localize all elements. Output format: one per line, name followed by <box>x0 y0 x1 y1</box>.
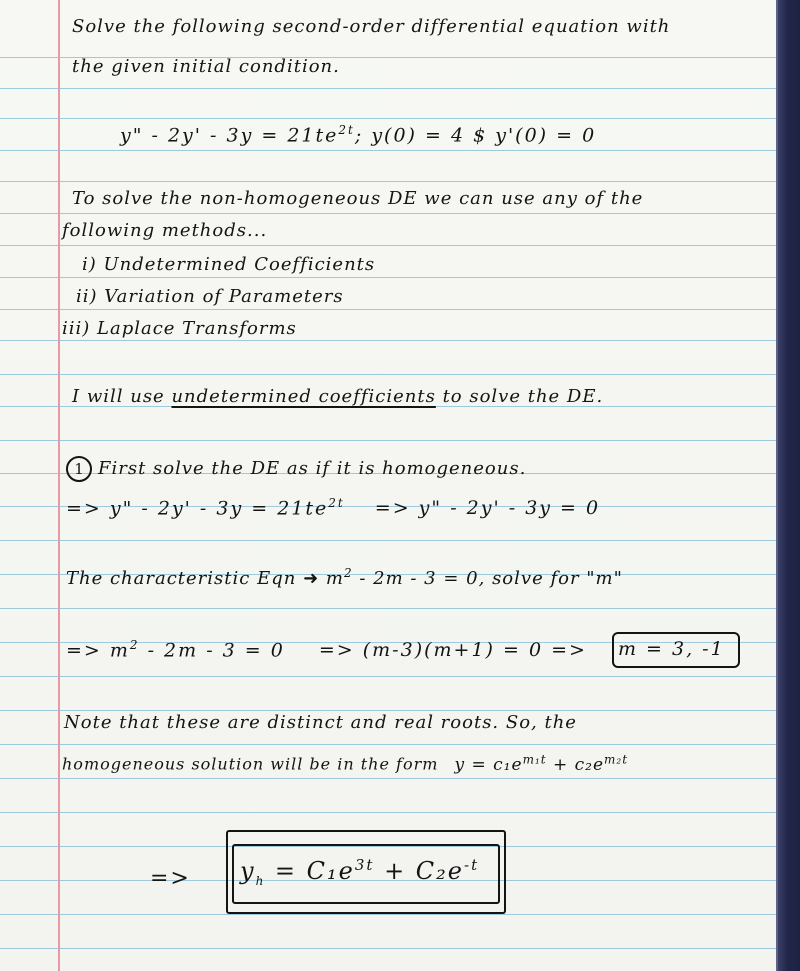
ruled-line <box>0 812 790 813</box>
solution-term-1: = C₁e <box>265 857 355 885</box>
form-exponent-1: m₁t <box>522 752 547 766</box>
intro-line-2: the given initial condition. <box>72 56 340 77</box>
notebook-cover-edge <box>776 0 800 971</box>
form-exponent-2: m₂t <box>604 752 629 766</box>
step-1-heading <box>66 456 526 482</box>
ruled-line <box>0 340 790 341</box>
ruled-line <box>0 309 790 310</box>
ruled-line <box>0 440 790 441</box>
intro-line-1: Solve the following second-order differential equation with <box>72 16 671 37</box>
homogeneous-solution <box>240 856 479 888</box>
ruled-line <box>0 181 790 182</box>
ruled-line <box>0 213 790 214</box>
method-item-1: i) Undetermined Coefficients <box>82 254 376 275</box>
ruled-line <box>0 245 790 246</box>
ruled-line <box>0 540 790 541</box>
step-1-line-a: => y" - 2y' - 3y = 21te <box>66 497 329 520</box>
ruled-line <box>0 710 790 711</box>
choice-suffix: to solve the DE. <box>442 386 604 407</box>
problem-equation-text: y" - 2y' - 3y = 21te <box>120 124 339 147</box>
roots-line: => $m^2 - 2m - 3 = 0 => (m-3)(m+1) = 0$ => <box>66 638 587 662</box>
note-line-2 <box>62 752 628 775</box>
roots-step-a: => m <box>66 639 130 662</box>
ruled-line <box>0 778 790 779</box>
form-part-1: y = c₁e <box>454 754 523 775</box>
solution-lhs-subscript: h <box>255 873 266 888</box>
note-line-1: Note that these are distinct and real roots. So, the <box>64 712 577 733</box>
roots-answer: m = 3, -1 <box>618 638 725 660</box>
homogeneous-form <box>454 752 629 775</box>
method-item-3: iii) Laplace Transforms <box>62 318 297 339</box>
roots-step-b: => (m-3)(m+1) = 0 => <box>318 639 587 662</box>
ruled-line <box>0 676 790 677</box>
problem-equation-exponent: 2t <box>338 123 355 137</box>
ruled-line <box>0 150 790 151</box>
ruled-line <box>0 374 790 375</box>
characteristic-label: The characteristic Eqn <box>66 568 297 589</box>
form-part-2: + c₂e <box>546 754 605 775</box>
right-arrow-icon: ➜ <box>303 568 320 589</box>
ruled-line <box>0 277 790 278</box>
initial-conditions: ; y(0) = 4 $ y'(0) = 0 <box>354 124 597 147</box>
method-choice <box>72 386 603 407</box>
ruled-line <box>0 118 790 119</box>
problem-equation <box>120 123 596 146</box>
solution-exponent-2: -t <box>464 856 480 874</box>
margin-line <box>58 0 60 971</box>
step-1-title: First solve the DE as if it is homogeneous. <box>98 458 527 479</box>
characteristic-line: The characteristic Eqn ➜ $m^2 - 2m - 3 = 0$, solve for "m" <box>66 566 623 589</box>
characteristic-note: , solve for "m" <box>478 568 623 589</box>
ruled-line <box>0 948 790 949</box>
step-1-line-a-exponent: 2t <box>328 496 345 510</box>
choice-method: undetermined coefficients <box>171 386 436 407</box>
solution-lhs: y <box>240 857 256 885</box>
solution-exponent-1: 3t <box>354 856 375 874</box>
step-number-badge: 1 <box>66 456 92 482</box>
ruled-line <box>0 608 790 609</box>
step-1-equations <box>66 496 600 519</box>
ruled-line <box>0 88 790 89</box>
ruled-line <box>0 744 790 745</box>
characteristic-eqn: m <box>325 568 344 589</box>
methods-intro-1: To solve the non-homogeneous DE we can use any of the <box>72 188 644 209</box>
note-line-2-text: homogeneous solution will be in the form <box>62 754 439 774</box>
roots-step-a-tail: - 2m - 3 = 0 <box>139 639 285 662</box>
ruled-line <box>0 914 790 915</box>
methods-intro-2: following methods... <box>62 220 268 241</box>
characteristic-eqn-tail: - 2m - 3 = 0 <box>352 568 479 589</box>
solution-term-2: + C₂e <box>374 857 464 885</box>
method-item-2: ii) Variation of Parameters <box>76 286 344 307</box>
step-1-line-b: => y" - 2y' - 3y = 0 <box>374 497 601 520</box>
choice-prefix: I will use <box>72 386 165 407</box>
final-arrow: => <box>150 866 191 891</box>
